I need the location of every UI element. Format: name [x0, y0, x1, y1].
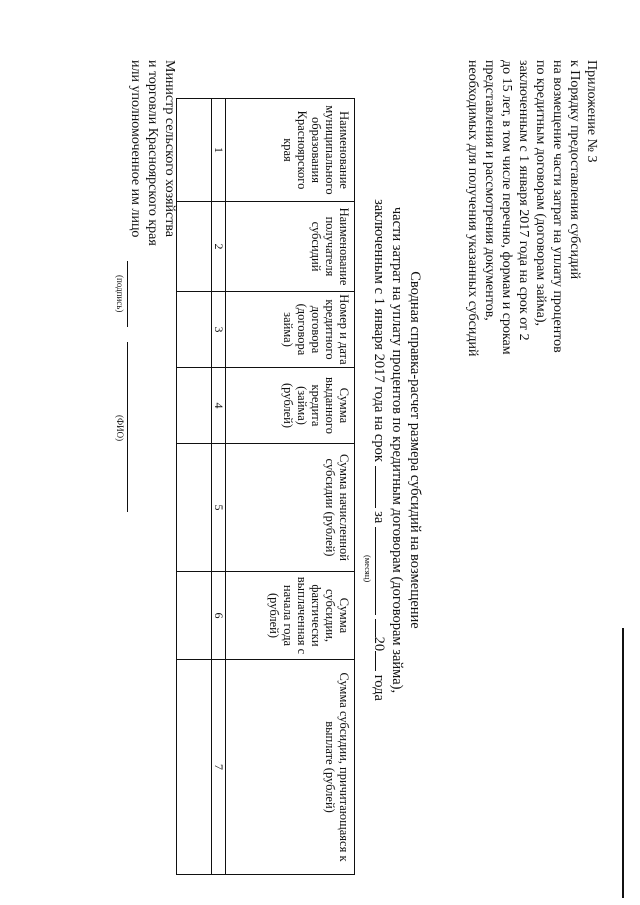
appendix-line: на возмещение части затрат на уплату процентов [550, 60, 565, 353]
heading-line-3-for: за [371, 511, 387, 524]
table-number-cell: 7 [212, 660, 226, 875]
table-number-row [212, 99, 226, 875]
signature-block [115, 60, 178, 660]
table-header-cell: Сумма субсидии, причитающаяся к выплате (рублей) [226, 660, 355, 875]
appendix-line: Приложение № 3 [584, 60, 599, 163]
table-empty-cell [177, 202, 212, 292]
month-note: (месяц) [363, 554, 373, 583]
name-line [127, 342, 129, 512]
document-sheet [20, 20, 620, 880]
name-label: (ФИО) [115, 415, 125, 442]
table-empty-cell [177, 444, 212, 572]
signature-line [127, 261, 129, 327]
document-heading [363, 20, 424, 880]
table-empty-cell [177, 572, 212, 660]
appendix-line: до 15 лет, в том числе перечню, формам и срокам [499, 60, 514, 355]
table-header-cell: Номер и дата кредитного договора (договора займа) [226, 292, 355, 368]
heading-line-2: части затрат на уплату процентов по кредитным договорам (договорам займа), [389, 206, 405, 694]
table-number-cell: 4 [212, 368, 226, 444]
table-empty-cell [177, 660, 212, 875]
table-header-cell: Наименование получателя субсидий [226, 202, 355, 292]
heading-line-3 [363, 20, 388, 880]
appendix-line: к Порядку предоставления субсидий [567, 60, 582, 280]
table-header-cell: Сумма начисленной субсидии (рублей) [226, 444, 355, 572]
heading-line-3-suffix: года [371, 674, 387, 701]
year-blank [375, 651, 388, 671]
appendix-line: заключенным с 1 января 2017 года на срок от 2 [516, 60, 531, 341]
subsidy-table [176, 98, 355, 875]
signer-line-3: или уполномоченное им лицо [128, 60, 143, 238]
heading-line-3-year: 20 [371, 636, 387, 652]
term-blank [375, 466, 388, 508]
appendix-line: по кредитным договорам (договорам займа), [533, 60, 548, 327]
table-header-row [226, 99, 355, 875]
appendix-line: представления и рассмотрения документов, [482, 60, 497, 321]
heading-line-3-prefix: заключенным с 1 января 2017 года на срок [371, 199, 387, 462]
month-blank [363, 527, 388, 615]
table-number-cell: 2 [212, 202, 226, 292]
table-empty-row [177, 99, 212, 875]
year-prefix-blank [375, 619, 388, 637]
table-empty-cell [177, 292, 212, 368]
table-number-cell: 6 [212, 572, 226, 660]
signer-line-2: и торговли Красноярского края [145, 60, 160, 246]
signer-line-1: Министр сельского хозяйства [162, 60, 177, 237]
table-empty-cell [177, 368, 212, 444]
page-rule [622, 628, 624, 898]
table-number-cell: 3 [212, 292, 226, 368]
table-header-cell: Наименование муниципального образования Красноярского края [226, 99, 355, 202]
table-number-cell: 5 [212, 444, 226, 572]
table-header-cell: Сумма субсидии, фактически выплаченная с начала года (рублей) [226, 572, 355, 660]
table-empty-cell [177, 99, 212, 202]
appendix-note [464, 60, 600, 530]
appendix-line: необходимых для получения указанных субсидий [465, 60, 480, 357]
heading-line-1: Сводная справка-расчет размера субсидий на возмещение [407, 271, 423, 629]
table-number-cell: 1 [212, 99, 226, 202]
table-header-cell: Сумма выданного кредита (займа) (рублей) [226, 368, 355, 444]
signature-label: (подпись) [115, 275, 125, 313]
